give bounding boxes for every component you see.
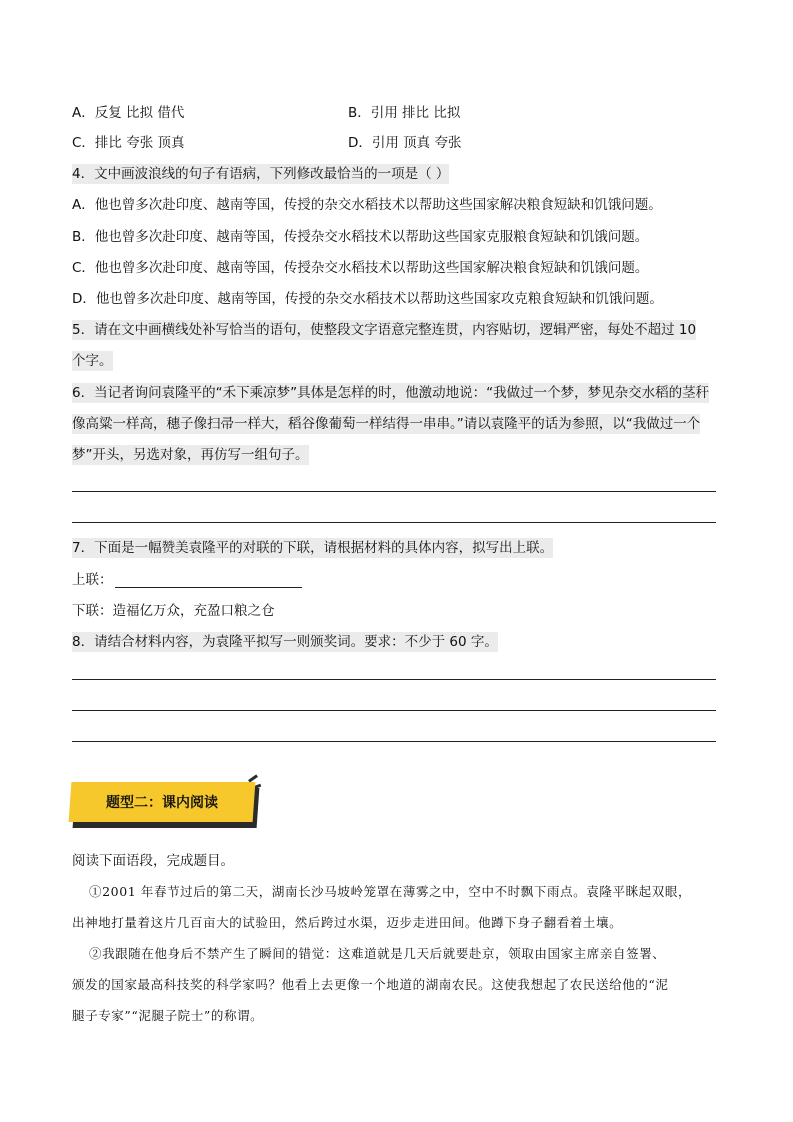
question-7-stem: 7．下面是一幅赞美袁隆平的对联的下联，请根据材料的具体内容，拟写出上联。 [72, 540, 554, 556]
option-b: B．引用 排比 比拟 [348, 105, 461, 121]
answer-line [72, 522, 716, 523]
answer-line [72, 710, 716, 711]
passage-paragraph-2-line-3: 腿子专家”“泥腿子院士”的称谓。 [72, 1008, 264, 1023]
couplet-upper-label: 上联： [72, 572, 113, 588]
reading-instruction: 阅读下面语段，完成题目。 [72, 853, 234, 869]
answer-line [72, 679, 716, 680]
passage-paragraph-2-line-2: 颁发的国家最高科技奖的科学家吗？他看上去更像一个地道的湖南农民。这使我想起了农民送给他的“泥 [72, 977, 669, 992]
option-c: C．排比 夸张 顶真 [72, 135, 185, 151]
question-6-line-3: 梦”开头，另选对象，再仿写一组句子。 [72, 447, 309, 463]
question-4-option-a: A．他也曾多次赴印度、越南等国，传授的杂交水稻技术以帮助这些国家解决粮食短缺和饥饿问题。 [72, 197, 662, 213]
question-5-line-2: 个字。 [72, 353, 113, 369]
answer-line [72, 491, 716, 492]
option-a: A．反复 比拟 借代 [72, 105, 185, 121]
question-6-line-2: 像高粱一样高，穗子像扫帚一样大，稻谷像葡萄一样结得一串串。”请以袁隆平的话为参照，以“我做过一个 [72, 416, 701, 432]
question-6-line-1: 6．当记者询问袁隆平的“禾下乘凉梦”具体是怎样的时，他激动地说：“我做过一个梦，梦见杂交水稻的茎秆 [72, 385, 710, 401]
passage-paragraph-2-line-1: ②我跟随在他身后不禁产生了瞬间的错觉：这难道就是几天后就要赴京，领取由国家主席亲自签署、 [89, 946, 666, 961]
section-banner [70, 782, 260, 830]
passage-paragraph-1-line-2: 出神地打量着这片几百亩大的试验田，然后跨过水渠，迈步走进田间。他蹲下身子翻看着土壤。 [72, 915, 623, 930]
question-4-option-b: B．他也曾多次赴印度、越南等国，传授杂交水稻技术以帮助这些国家克服粮食短缺和饥饿问题。 [72, 229, 649, 245]
question-4-option-c: C．他也曾多次赴印度、越南等国，传授杂交水稻技术以帮助这些国家解决粮食短缺和饥饿问题。 [72, 260, 649, 276]
question-4-stem: 4．文中画波浪线的句子有语病，下列修改最恰当的一项是（ ） [72, 166, 450, 182]
question-5-line-1: 5．请在文中画横线处补写恰当的语句，使整段文字语意完整连贯，内容贴切，逻辑严密，每处不超过 10 [72, 322, 697, 338]
question-8-stem: 8．请结合材料内容，为袁隆平拟写一则颁奖词。要求：不少于 60 字。 [72, 634, 498, 650]
couplet-upper-blank [115, 587, 302, 588]
answer-line [72, 741, 716, 742]
section-title: 题型二：课内阅读 [106, 795, 218, 811]
question-4-option-d: D．他也曾多次赴印度、越南等国，传授的杂交水稻技术以帮助这些国家攻克粮食短缺和饥饿问题。 [72, 291, 663, 307]
option-d: D．引用 顶真 夸张 [348, 135, 462, 151]
passage-paragraph-1-line-1: ①2001 年春节过后的第二天，湖南长沙马坡岭笼罩在薄雾之中，空中不时飘下雨点。袁隆平眯起双眼， [89, 884, 692, 899]
couplet-lower: 下联：造福亿万众，充盈口粮之仓 [72, 603, 275, 619]
